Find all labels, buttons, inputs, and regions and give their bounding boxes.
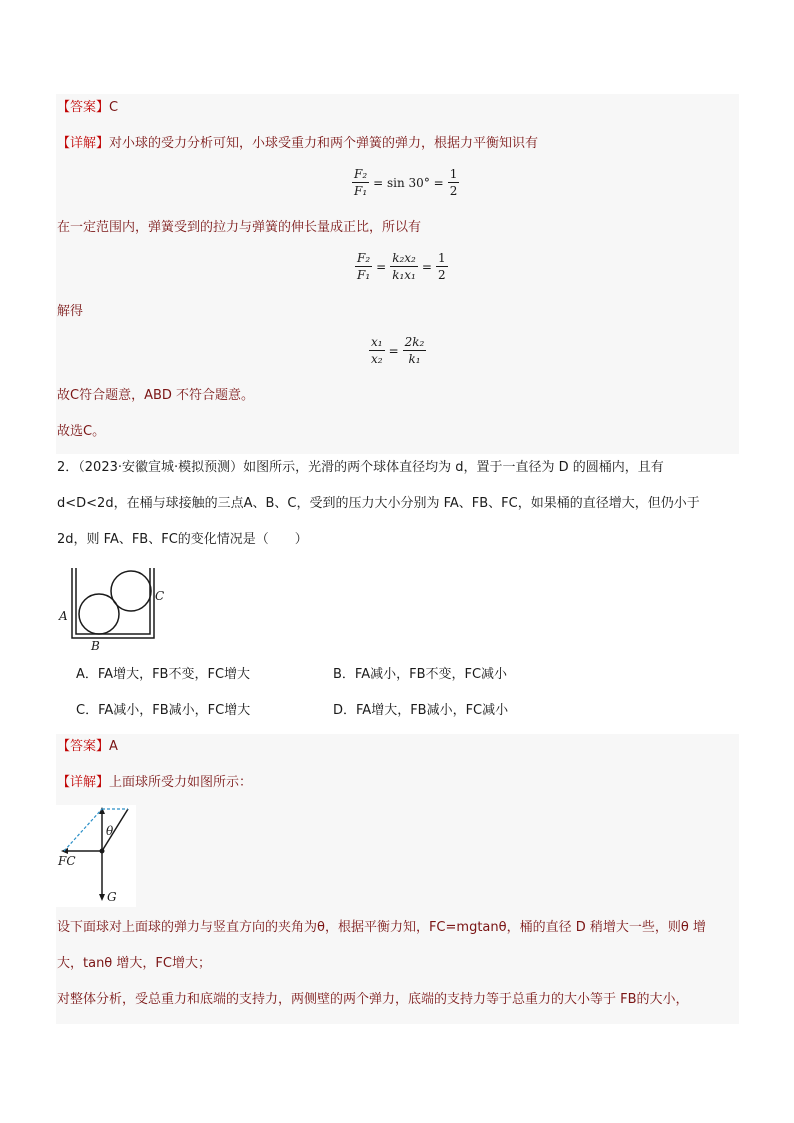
option-a[interactable]: A．FA增大，FB不变，FC增大 [76, 667, 251, 682]
explanation-line-2: 大，tanθ 增大，FC增大； [57, 956, 211, 971]
formula-3-right: $\frac{\text{2k₂}}{\text{k₁}}$ [404, 335, 425, 366]
explanation-line-3: 对整体分析，受总重力和底端的支持力，两侧壁的两个弹力，底端的支持力等于总重力的大小等于 FB的大小， [57, 992, 689, 1007]
formula-1-mid: = sin 30° = [373, 175, 444, 190]
g-label: G [107, 890, 117, 904]
answer-tag: 【答案】 [57, 100, 110, 115]
question-2-stem-3: 2d，则 FA、FB、FC的变化情况是（ ） [57, 532, 308, 547]
text-line-3: 解得 [57, 304, 84, 319]
bucket-diagram [56, 566, 176, 656]
formula-2-mid: $\frac{\text{k₂x₂}}{\text{k₁x₁}}$ [392, 251, 416, 282]
formula-2-left: $\frac{\text{F₂}}{\text{F₁}}$ [357, 251, 371, 282]
explanation-line-1: 设下面球对上面球的弹力与竖直方向的夹角为θ，根据平衡力知，FC=mgtanθ，桶的直径 D 稍增大一些，则θ 增 [57, 920, 706, 935]
text-line-5: 故选C。 [57, 424, 106, 439]
upper-ball [111, 571, 151, 611]
fc-label: FC [58, 854, 76, 868]
detail-line-1 [57, 134, 538, 154]
formula-2 [355, 250, 448, 283]
answer-tag-2: 【答案】 [57, 739, 110, 754]
text-line-2: 在一定范围内，弹簧受到的拉力与弹簧的伸长量成正比，所以有 [57, 220, 422, 235]
formula-2-result: $\frac{1}{2}$ [437, 251, 446, 282]
formula-3-eq: = [388, 343, 399, 358]
force-diagram [56, 805, 136, 907]
label-c: C [155, 589, 165, 603]
detail-text-2: 上面球所受力如图所示： [109, 775, 253, 790]
option-c[interactable]: C．FA减小，FB减小，FC增大 [76, 703, 251, 718]
formula-1-result: $\frac{1}{2}$ [449, 167, 458, 198]
label-a: A [59, 609, 68, 623]
theta-label: θ [106, 824, 114, 838]
answer-value-2: A [109, 739, 118, 754]
label-b: B [91, 639, 100, 653]
answer-line-1 [57, 98, 118, 118]
question-2-stem-2: d<D<2d，在桶与球接触的三点A、B、C，受到的压力大小分别为 FA、FB、FC，如果桶的直径增大，但仍小于 [57, 496, 700, 511]
formula-2-eq: = [376, 259, 387, 274]
detail-text: 对小球的受力分析可知，小球受重力和两个弹簧的弹力，根据力平衡知识有 [109, 136, 539, 151]
formula-3-left: $\frac{\text{x₁}}{\text{x₂}}$ [371, 335, 383, 366]
question-2-stem-1: 2．（2023·安徽宣城·模拟预测）如图所示，光滑的两个球体直径均为 d，置于一直径为 D 的圆桶内，且有 [57, 460, 664, 475]
formula-1 [352, 166, 459, 199]
text-line-4: 故C符合题意，ABD 不符合题意。 [57, 388, 255, 403]
formula-1-fraction: $\frac{\text{F₂}}{\text{F₁}}$ [354, 167, 368, 198]
formula-2-eq2: = [421, 259, 432, 274]
option-d[interactable]: D．FA增大，FB减小，FC减小 [333, 703, 509, 718]
formula-3 [369, 334, 426, 367]
answer-value: C [109, 100, 119, 115]
option-b[interactable]: B．FA减小，FB不变，FC减小 [333, 667, 508, 682]
detail-tag: 【详解】 [57, 136, 110, 151]
answer-line-2 [57, 737, 118, 757]
detail-tag-2: 【详解】 [57, 775, 110, 790]
detail-line-2 [57, 773, 252, 793]
